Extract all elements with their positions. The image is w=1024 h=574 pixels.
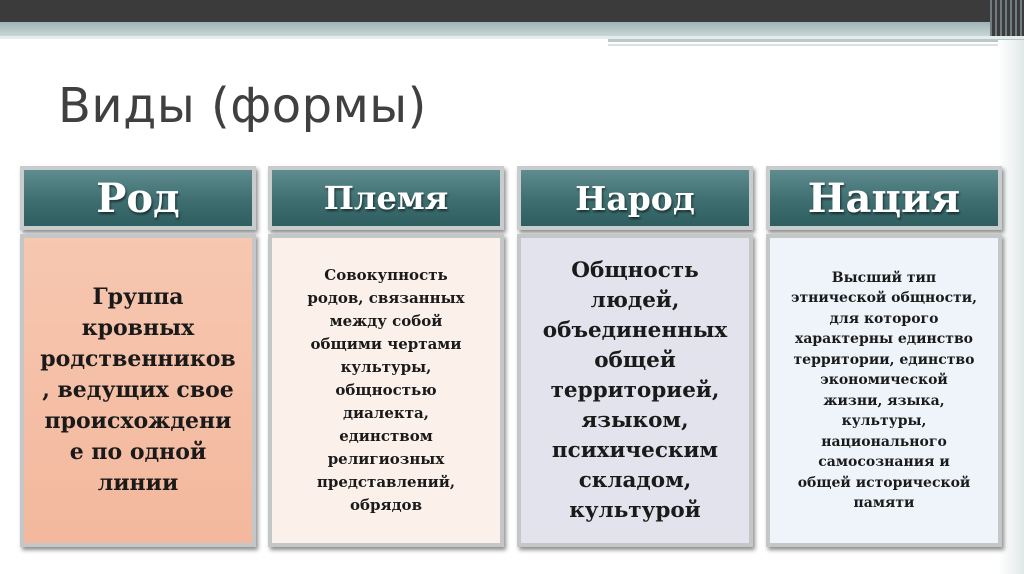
column-plemya	[268, 166, 504, 547]
column-text-naciya: Высший тип этнической общности, для которого характерны единство территории, единство экономической жизни, языка, культуры, национального самосознания и общей исторической памяти	[790, 269, 978, 511]
column-text-plemya: Совокупность родов, связанных между собой общими чертами культуры, общностью диалекта, единством религиозных представлений, обрядов	[307, 266, 465, 514]
column-body-plemya	[268, 234, 504, 547]
column-body-naciya	[766, 234, 1002, 547]
decorative-line	[608, 39, 1024, 42]
column-narod	[517, 166, 753, 547]
column-header-rod: Род	[20, 166, 256, 230]
decorative-line-thin	[608, 44, 1024, 46]
column-header-plemya: Племя	[268, 166, 504, 230]
column-body-rod	[20, 234, 256, 547]
column-body-narod	[517, 234, 753, 547]
column-text-rod: Группа кровных родственников , ведущих свое происхождени е по одной линии	[40, 284, 236, 496]
column-header-narod: Народ	[517, 166, 753, 230]
column-rod	[20, 166, 256, 547]
column-naciya	[766, 166, 1002, 547]
column-text-narod: Общность людей, объединенных общей территорией, языком, психическим складом, культурой	[542, 257, 728, 523]
column-header-naciya: Нация	[766, 166, 1002, 230]
slide-title: Виды (формы)	[58, 78, 427, 134]
top-dark-bar	[0, 0, 1024, 22]
corner-stripes	[990, 0, 1024, 36]
top-accent-bar	[0, 22, 1024, 36]
